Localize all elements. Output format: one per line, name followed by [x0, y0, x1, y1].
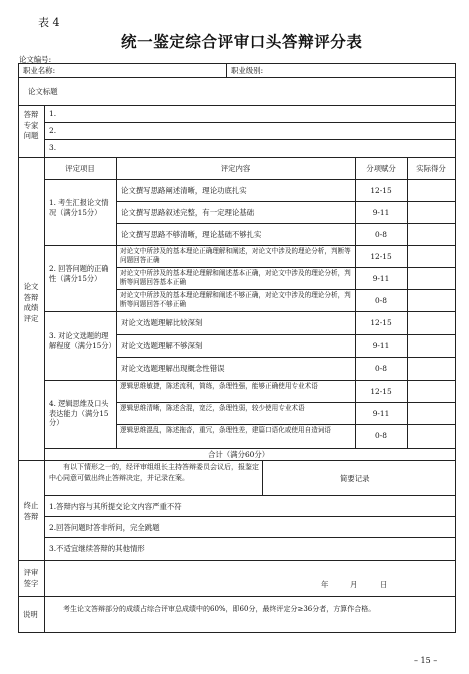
signature-section-label: 评审签字 — [23, 568, 39, 588]
criterion-2-2: 对论文中所涉及的基本理论理解和阐述基本正确，对论文中涉及的理论分析，判断等问题回答基本正确 — [120, 269, 351, 286]
major-label: 职业名称: — [23, 66, 56, 75]
termination-intro: 有以下情形之一的，经评审组组长主持答辩委员会议后，报鉴定中心同意可做出终止答辩决定，并记录在案。 — [49, 463, 259, 482]
page-number: – 15 – — [414, 656, 438, 665]
range-3-3: 0-8 — [375, 364, 387, 373]
range-3-1: 12-15 — [370, 318, 392, 327]
group-label-4: 4. 逻辑思维及口头表达能力（满分15分） — [49, 399, 109, 428]
table-number: 表 4 — [38, 16, 60, 29]
col-header-content: 评定内容 — [220, 164, 251, 173]
range-3-2: 9-11 — [372, 341, 390, 350]
paper-number-label: 论文编号: — [19, 55, 52, 64]
criterion-2-3: 对论文中所涉及的基本理论理解和阐述不够正确，对论文中涉及的理论分析，判断等问题回答不够正确 — [120, 291, 351, 308]
range-4-2: 9-11 — [372, 409, 390, 418]
question-2: 2. — [49, 126, 57, 135]
col-header-actual: 实际得分 — [416, 164, 446, 173]
group-label-1: 1. 考生汇报论文情况（满分15分） — [49, 198, 109, 217]
scoring-section-label: 论文答辩成绩评定 — [23, 282, 39, 323]
page-title: 统一鉴定综合评审口头答辩评分表 — [121, 32, 363, 51]
termination-section-label: 终止答辩 — [23, 501, 39, 521]
range-4-1: 12-15 — [370, 387, 392, 396]
record-label: 简要记录 — [340, 474, 370, 483]
col-header-item: 评定项目 — [65, 164, 95, 173]
paper-title-label: 论文标题 — [28, 87, 58, 96]
note-text: 考生论文答辩部分的成绩占综合评审总成绩中的60%，即60分，最终评定分≥36分者，方算作合格。 — [63, 605, 376, 613]
criterion-1-1: 论文撰写思路阐述清晰，理论功底扎实 — [121, 186, 247, 195]
date-month: 月 — [350, 580, 358, 589]
criterion-1-2: 论文撰写思路叙述完整，有一定理论基础 — [121, 208, 255, 217]
note-section-label: 说明 — [23, 610, 38, 619]
criterion-3-3: 对论文选题理解出现概念性错误 — [121, 364, 225, 373]
group-label-3: 3. 对论文选题的理解程度（满分15分） — [49, 331, 116, 350]
date-day: 日 — [380, 580, 388, 589]
group-label-2: 2. 回答问题的正确性（满分15分） — [49, 264, 109, 283]
range-1-3: 0-8 — [375, 230, 387, 239]
question-3: 3. — [49, 143, 57, 152]
total-label: 合计（满分60分） — [208, 450, 270, 459]
range-1-2: 9-11 — [372, 208, 390, 217]
range-1-1: 12-15 — [370, 186, 392, 195]
criterion-4-1: 逻辑思维敏捷，陈述流利，简练，条理性强，能够正确使用专业术语 — [120, 382, 318, 390]
date-year: 年 — [321, 580, 329, 589]
range-2-1: 12-15 — [370, 252, 392, 261]
range-2-2: 9-11 — [372, 274, 390, 283]
criterion-4-3: 逻辑思维混乱，陈述拖沓，重冗，条理性差，建篇口语化或使用自造词语 — [120, 426, 331, 434]
criterion-3-1: 对论文选题理解比较深刻 — [121, 318, 203, 327]
termination-item-3: 3.不适宜继续答辩的其他情形 — [49, 544, 145, 553]
criterion-3-2: 对论文选题理解不够深刻 — [121, 341, 203, 350]
question-1: 1. — [49, 109, 57, 118]
criterion-1-3: 论文撰写思路不够清晰，理论基础不够扎实 — [121, 230, 262, 239]
range-4-3: 0-8 — [375, 431, 387, 440]
col-header-range: 分项赋分 — [366, 164, 396, 173]
termination-item-2: 2.回答问题时答非所问，完全跳题 — [49, 523, 160, 532]
level-label: 职业级别: — [231, 66, 264, 75]
termination-item-1: 1.答辩内容与其所提交论文内容严重不符 — [49, 502, 182, 511]
criterion-4-2: 逻辑思维清晰，陈述含混，宽泛，条理性弱，较少使用专业术语 — [120, 404, 305, 412]
criterion-2-1: 对论文中所涉及的基本理论正确理解和阐述，对论文中涉及的理论分析，判断等问题回答正确 — [120, 247, 351, 264]
questions-section-label: 答辩专家问题 — [23, 110, 39, 140]
range-2-3: 0-8 — [375, 296, 387, 305]
